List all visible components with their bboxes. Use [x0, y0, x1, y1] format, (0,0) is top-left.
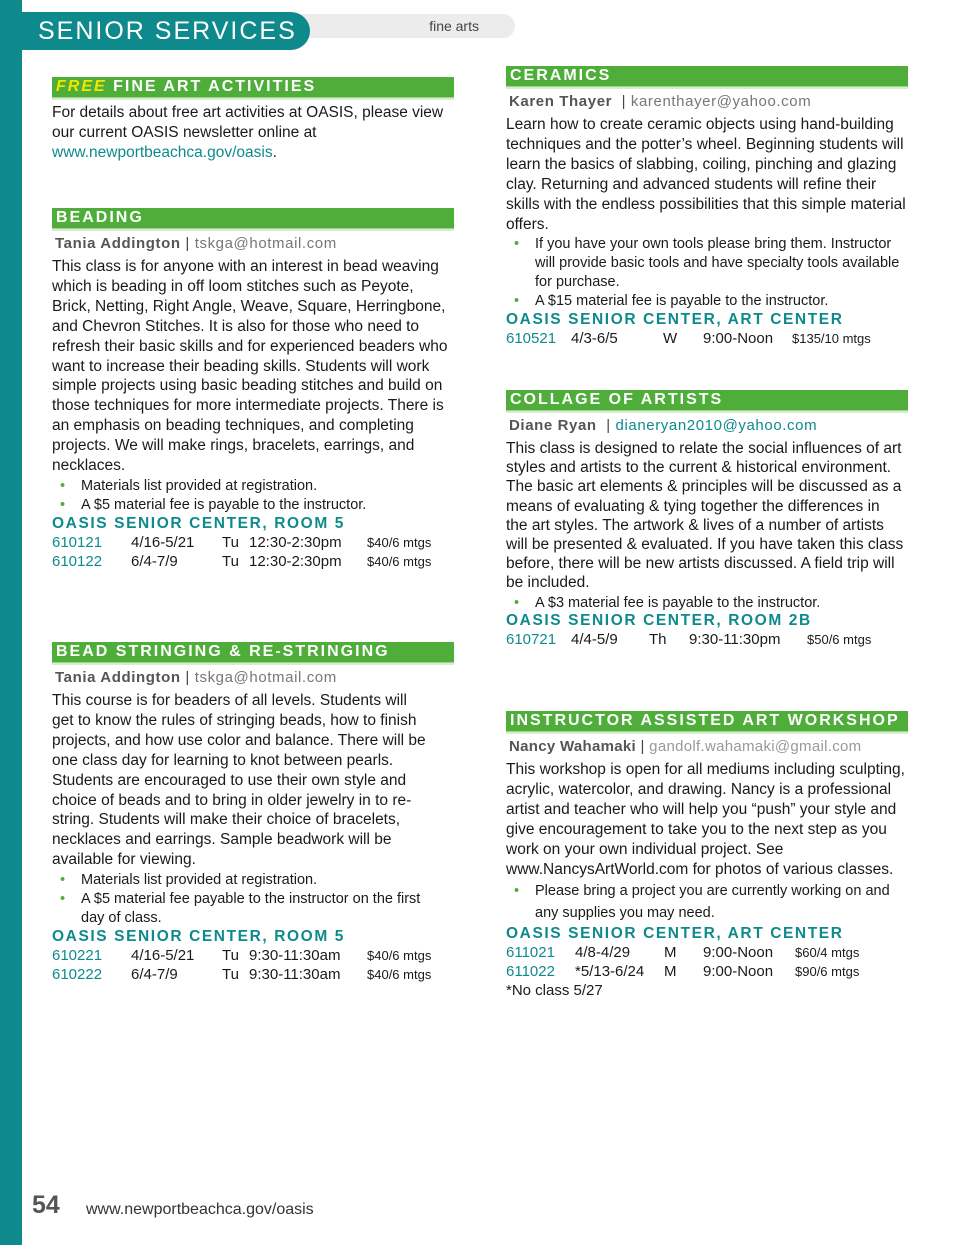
- free-text: For details about free art activities at OASIS, please view our current OASIS newsletter online at: [52, 104, 444, 141]
- list-item: • A $5 material fee is payable to the instructor.: [52, 496, 454, 515]
- list-item: • A $5 material fee payable to the instructor on the first day of class.: [52, 890, 434, 928]
- ceramics-location: OASIS SENIOR CENTER, ART CENTER: [506, 310, 844, 328]
- class-dates: 4/3-6/5: [571, 329, 618, 347]
- table-row: [52, 965, 431, 984]
- class-time: 9:30-11:30am: [249, 965, 341, 983]
- instructor-name: Tania Addington: [55, 669, 181, 686]
- workshop-schedule: [506, 943, 859, 981]
- page-header: [0, 12, 310, 50]
- ceramics-instructor: [506, 93, 908, 110]
- class-dates: 6/4-7/9: [131, 965, 178, 983]
- instructor-email[interactable]: tskga@hotmail.com: [194, 669, 337, 686]
- beading-description: This class is for anyone with an interest in bead weaving which is beading in off loom stitches such as Peyote, Brick, Netting, Right Angle, Weave, Square, Herringbone, and Chevron Stitches. It is also for those who need to refresh their basic skills and for experienced beaders who want to increase their beading skills. Students will work simple projects using basic beading stitches and build on those techniques for more intermediate projects. There is an emphasis on beading techniques, and completing projects. We will make rings, bracelets, earrings, and necklaces.: [52, 258, 448, 475]
- separator: |: [636, 738, 650, 755]
- separator: |: [180, 669, 195, 686]
- stringing-description: This course is for beaders of all levels. Students will get to know the rules of stringing beads, how to finish projects, and how use color and balance. There will be one class day for learning to knot between pearls. Students are encouraged to use their own style and choice of beads and to bring in older jewelry in to re-string. Students will make their choice of bracelets, necklaces and earrings. Sample beadwork will be available for viewing.: [52, 692, 426, 869]
- class-time: 9:00-Noon: [703, 329, 774, 347]
- class-dates: 4/8-4/29: [575, 944, 631, 962]
- stringing-schedule: [52, 946, 431, 984]
- class-code[interactable]: 611021: [506, 944, 555, 962]
- oasis-link[interactable]: www.newportbeachca.gov/oasis: [52, 143, 273, 161]
- collage-heading: COLLAGE OF ARTISTS: [506, 390, 908, 411]
- workshop-section: [506, 711, 908, 1000]
- heading-text: FINE ART ACTIVITIES: [106, 78, 317, 95]
- collage-description: This class is designed to relate the social influences of art styles and artists to the current & historical environment. The basic art elements & principles will be discussed as a means of evaluating & tying together the differences in the art styles. The artwork & lives of a number of artists will be presented & evaluated. If you have taken this class before, there will be new artists discussed. A field trip will be included.: [506, 440, 904, 592]
- class-dates: 4/16-5/21: [131, 533, 195, 551]
- workshop-instructor: [506, 738, 908, 755]
- beading-section: [52, 208, 454, 571]
- class-time: 9:00-Noon: [703, 944, 774, 962]
- class-day: Tu: [222, 946, 239, 964]
- section-tab-label: fine arts: [429, 18, 479, 34]
- stringing-instructor: [52, 669, 454, 686]
- ceramics-description: Learn how to create ceramic objects using hand-building techniques and the potter’s wheel. Beginning students will learn the basics of slabbing, coiling, pinching and glazing clay. Returning and advanced students will refine their skills with the endless possibilities that this simple material offers.: [506, 116, 906, 233]
- instructor-email[interactable]: karenthayer@yahoo.com: [630, 93, 812, 110]
- ceramics-schedule: [506, 329, 871, 348]
- bead-stringing-section: [52, 642, 454, 984]
- bead-stringing-heading: BEAD STRINGING & RE-STRINGING: [52, 642, 454, 663]
- instructor-name: Diane Ryan: [509, 417, 597, 434]
- class-time: 12:30-2:30pm: [249, 533, 342, 551]
- ceramics-heading: CERAMICS: [506, 66, 908, 87]
- list-item: • Materials list provided at registration.: [52, 477, 454, 496]
- class-time: 9:30-11:30am: [249, 946, 341, 964]
- ceramics-notes: [506, 235, 908, 310]
- class-day: Tu: [222, 965, 239, 983]
- collage-location: OASIS SENIOR CENTER, ROOM 2B: [506, 612, 812, 630]
- class-code[interactable]: 610121: [52, 533, 103, 551]
- section-tab: [295, 14, 515, 38]
- table-row: [52, 552, 431, 571]
- free-activities-section: [52, 77, 454, 163]
- beading-location: OASIS SENIOR CENTER, ROOM 5: [52, 514, 345, 532]
- instructor-email[interactable]: gandolf.wahamaki@gmail.com: [649, 738, 862, 755]
- free-text-tail: .: [272, 143, 277, 161]
- free-activities-heading: [52, 77, 454, 98]
- workshop-description: This workshop is open for all mediums including sculpting, acrylic, watercolor, and drawing. Nancy is a professional artist and teacher who will help you “push” your style and give encouragement to take you to the next step as you work on your own individual project. See www.NancysArtWorld.com for photos of various classes.: [506, 761, 905, 878]
- table-row: [52, 533, 431, 552]
- instructor-email[interactable]: tskga@hotmail.com: [194, 235, 337, 252]
- class-day: Tu: [222, 533, 239, 551]
- beading-heading: BEADING: [52, 208, 454, 229]
- class-time: 12:30-2:30pm: [249, 552, 342, 570]
- class-day: W: [663, 329, 678, 347]
- beading-instructor: [52, 235, 454, 252]
- list-item: • A $15 material fee is payable to the instructor.: [506, 292, 908, 311]
- class-day: Th: [649, 631, 667, 649]
- class-fee: $50/6 mtgs: [807, 632, 872, 648]
- free-activities-text: [52, 103, 454, 163]
- class-code[interactable]: 610222: [52, 965, 103, 983]
- class-code[interactable]: 610721: [506, 631, 557, 649]
- collage-instructor: [506, 417, 908, 434]
- class-time: 9:00-Noon: [703, 963, 774, 981]
- class-fee: $40/6 mtgs: [367, 534, 432, 550]
- list-item: • If you have your own tools please bring them. Instructor will provide basic tools and have specialty tools available for purchase.: [506, 235, 908, 291]
- class-fee: $40/6 mtgs: [367, 966, 432, 982]
- workshop-notes: [506, 880, 908, 924]
- free-label: FREE: [56, 78, 107, 95]
- class-dates: *5/13-6/24: [575, 963, 645, 981]
- instructor-email[interactable]: dianeryan2010@yahoo.com: [615, 417, 818, 434]
- separator: |: [612, 93, 631, 110]
- list-item: • Please bring a project you are currently working on and any supplies you may need.: [506, 880, 908, 924]
- instructor-name: Karen Thayer: [509, 93, 613, 110]
- collage-schedule: [506, 630, 871, 649]
- class-dates: 6/4-7/9: [131, 552, 178, 570]
- class-code[interactable]: 611022: [506, 963, 555, 981]
- table-row: [506, 630, 871, 649]
- separator: |: [180, 235, 195, 252]
- class-day: Tu: [222, 552, 239, 570]
- class-code[interactable]: 610122: [52, 552, 103, 570]
- side-accent-bar: [0, 0, 22, 1245]
- class-fee: $40/6 mtgs: [367, 553, 432, 569]
- footer-url[interactable]: www.newportbeachca.gov/oasis: [86, 1201, 314, 1218]
- ceramics-section: [506, 66, 908, 348]
- class-time: 9:30-11:30pm: [689, 631, 781, 649]
- beading-schedule: [52, 533, 431, 571]
- class-fee: $40/6 mtgs: [367, 947, 432, 963]
- beading-notes: [52, 477, 454, 515]
- class-fee: $60/4 mtgs: [795, 945, 860, 961]
- workshop-heading: INSTRUCTOR ASSISTED ART WORKSHOP: [506, 711, 908, 732]
- table-row: [506, 962, 859, 981]
- class-code[interactable]: 610221: [52, 946, 103, 964]
- stringing-notes: [52, 871, 434, 927]
- collage-notes: [506, 594, 908, 613]
- table-row: [52, 946, 431, 965]
- table-row: [506, 943, 859, 962]
- list-item: • Materials list provided at registration.: [52, 871, 434, 890]
- stringing-location: OASIS SENIOR CENTER, ROOM 5: [52, 927, 345, 945]
- class-fee: $90/6 mtgs: [795, 964, 860, 980]
- workshop-note: *No class 5/27: [506, 982, 603, 1000]
- class-dates: 4/4-5/9: [571, 631, 618, 649]
- instructor-name: Tania Addington: [55, 235, 181, 252]
- page-number: 54: [32, 1191, 60, 1219]
- page-title: SENIOR SERVICES: [38, 17, 297, 45]
- table-row: [506, 329, 871, 348]
- class-day: M: [664, 944, 677, 962]
- class-day: M: [664, 963, 677, 981]
- separator: |: [596, 417, 616, 434]
- collage-section: [506, 390, 908, 649]
- workshop-location: OASIS SENIOR CENTER, ART CENTER: [506, 925, 844, 943]
- instructor-name: Nancy Wahamaki: [509, 738, 637, 755]
- list-item: • A $3 material fee is payable to the instructor.: [506, 594, 908, 613]
- class-code[interactable]: 610521: [506, 329, 557, 347]
- class-fee: $135/10 mtgs: [792, 330, 871, 346]
- class-dates: 4/16-5/21: [131, 946, 195, 964]
